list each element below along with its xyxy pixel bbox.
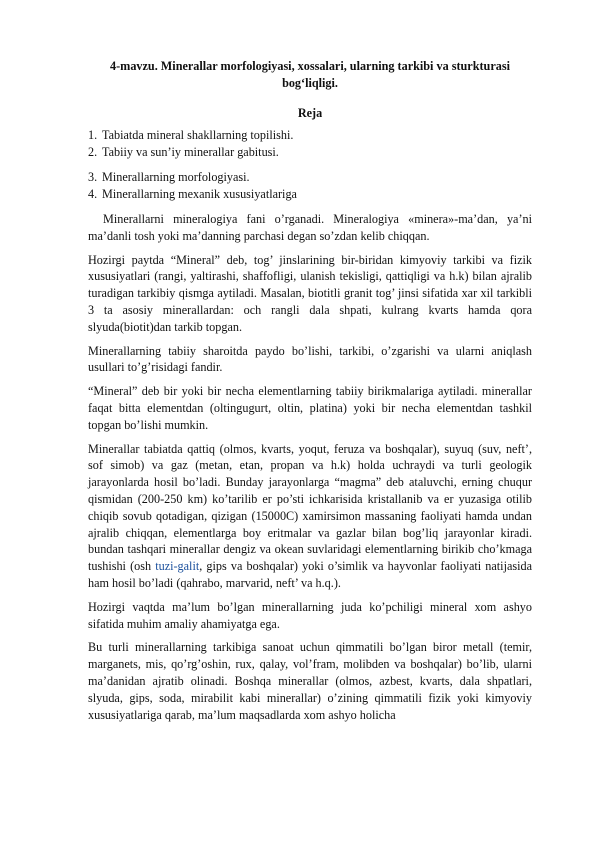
plan-item xyxy=(88,127,532,144)
paragraph-occurrence-tail: , gips va boshqalar) yoki o’simlik va hayvonlar faoliyati natijasida ham hosil bo’ladi (qahrabo, marvarid, neft’ va h.q.). xyxy=(88,559,532,590)
plan-item xyxy=(88,144,532,161)
paragraph-intro: Minerallarni mineralogiya fani o’rganadi. Mineralogiya «minera»-ma’dan, ya’ni ma’danli tosh yoki ma’danning parchasi degan so’zdan kelib chiqqan. xyxy=(88,212,532,243)
plan-item-number: 4. xyxy=(88,187,98,201)
document-page xyxy=(88,58,532,730)
plan-list xyxy=(88,127,532,161)
paragraph-occurrence-text: Minerallar tabiatda qattiq (olmos, kvarts, yoqut, feruza va boshqalar), suyuq (suv, neft’, sof simob) va gaz (metan, etan, propan va h.k) holda uchraydi va turli geologik jarayonlarda hosil bo’ladi. Bunday jarayonlarga “magma” deb ataluvchi, erning chuqur qismidan (200-250 km) ko’tarilib er po’sti ichkarisida kristallanib va er yuzasiga otilib chiqib sovub qotadigan, qizigan (15000C) xamirsimon massaning faoliyati hamda undan ajralib chiqqan, elementlarga boy eritmalar va gazlar bilan bog’liq jarayonlar kiradi. bundan tashqari minerallar dengiz va okean suvlaridagi elementlarning birikib cho’kmaga tushishi (osh xyxy=(88,441,532,574)
plan-item-number: 1. xyxy=(88,128,98,142)
paragraph-definition: Hozirgi paytda “Mineral” deb, tog’ jinslarining bir-biridan kimyoviy tarkibi va fizik xususiyatlari (rangi, yaltirashi, shaffofligi, ulanish tekisligi, qattiqligi va h.k) bilan ajralib turadigan tarkibiy qismga aytiladi. Masalan, biotitli granit tog’ jinsi sifatida xar xil tarkibli 3 ta asosiy minerallardan: och rangli dala shpati, kulrang kvarts hamda qora slyuda(biotit)dan tarkib topgan. xyxy=(88,252,532,334)
plan-item xyxy=(88,169,532,186)
tuzi-galit-link[interactable]: tuzi-galit xyxy=(155,559,200,574)
paragraph-elements: “Mineral” deb bir yoki bir necha elementlarning tabiiy birikmalariga aytiladi. minerallar faqat bitta elementdan (oltingugurt, oltin, platina) yoki bir necha elementdan tashkil topgan bo’lishi mumkin. xyxy=(88,384,532,432)
paragraph-raw-material: Hozirgi vaqtda ma’lum bo’lgan minerallarning juda ko’pchiligi mineral xom ashyo sifatida muhim amaliy ahamiyatga ega. xyxy=(88,599,532,631)
plan-item-number: 2. xyxy=(88,145,98,159)
paragraph-industry: Bu turli minerallarning tarkibiga sanoat uchun qimmatili bo’lgan biror metall (temir, marganets, mis, qo’rg’oshin, rux, qalay, vol’fram, molibden va boshqalar) bo’lib, ularni ma’danidan ajratib olinadi. Boshqa minerallar (olmos, azbest, kvarts, dala shpatlari, slyuda, gips, soda, mirabilit kabi minerallar) o’zining qimmatili fizik yoki kimyoviy xususiyatlariga qarab, ma’lum maqsadlarda xom ashyo holicha xyxy=(88,640,532,722)
plan-item-text: Tabiatda mineral shakllarning topilishi. xyxy=(102,128,294,142)
plan-item-text: Minerallarning morfologiyasi. xyxy=(102,170,250,184)
plan-item xyxy=(88,186,532,203)
plan-heading: Reja xyxy=(297,106,323,120)
paragraph-science: Minerallarning tabiiy sharoitda paydo bo’lishi, tarkibi, o’zgarishi va ularni aniqlash usullari to’g’risidagi fandir. xyxy=(88,343,532,375)
plan-item-number: 3. xyxy=(88,170,98,184)
paragraph-occurrence xyxy=(88,441,532,592)
document-title: 4-mavzu. Minerallar morfologiyasi, xossalari, ularning tarkibi va sturkturasi bog‘liqligi. xyxy=(110,59,510,90)
plan-item-text: Tabiiy va sun’iy minerallar gabitusi. xyxy=(102,145,279,159)
plan-item-text: Minerallarning mexanik xususiyatlariga xyxy=(102,187,297,201)
plan-list-continued xyxy=(88,169,532,203)
